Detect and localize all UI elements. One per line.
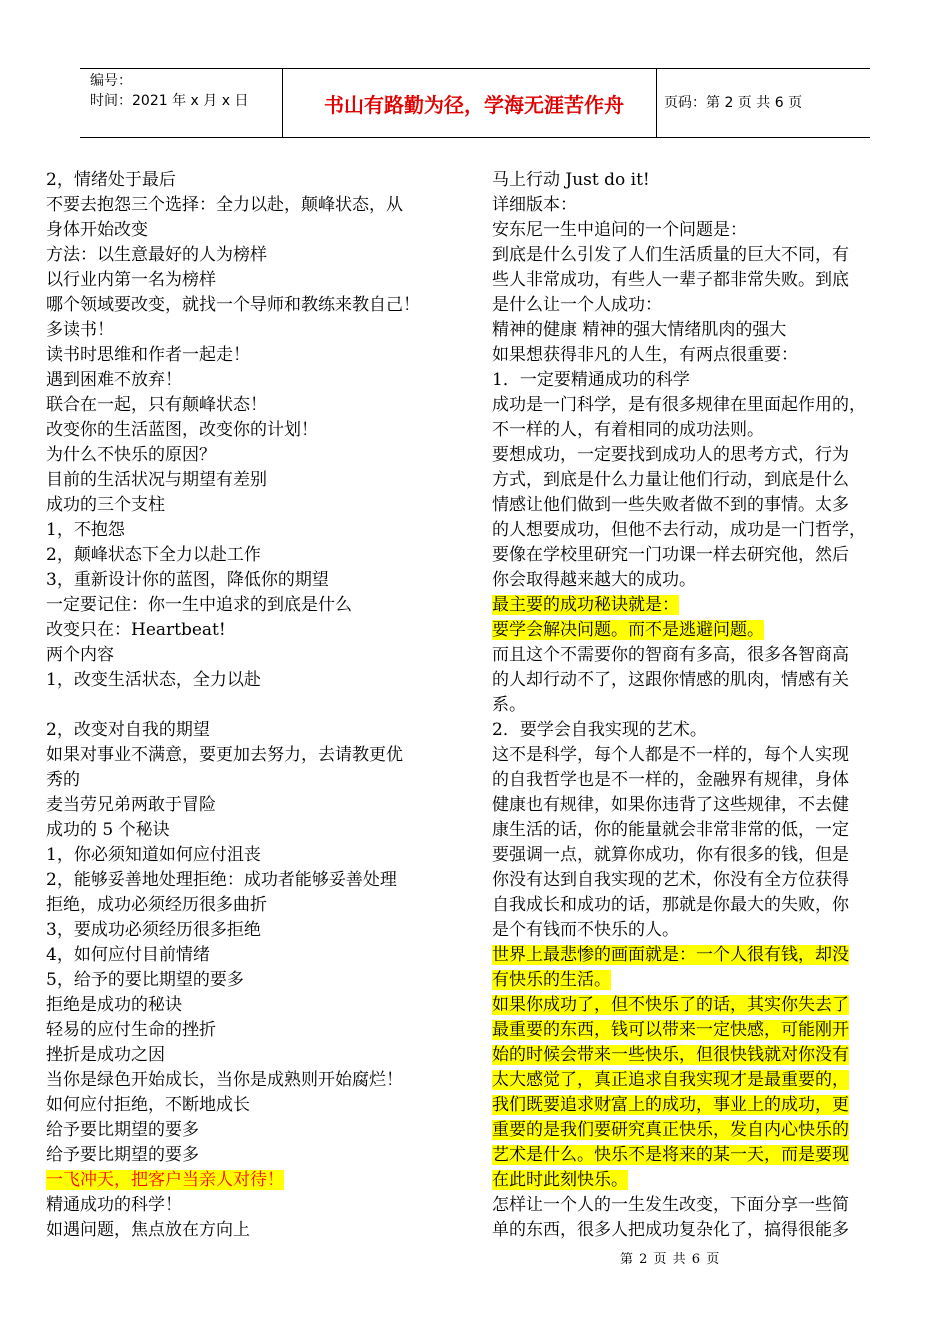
text-line-content: 不要去抱怨三个选择：全力以赴，颠峰状态，从 — [46, 195, 403, 215]
text-line-content: 两个内容 — [46, 645, 114, 665]
text-line — [46, 343, 466, 368]
text-line-content: 1，不抱怨 — [46, 520, 125, 540]
text-line-content: 麦当劳兄弟两敢于冒险 — [46, 795, 216, 815]
text-line-content: 如果想获得非凡的人生，有两点很重要： — [492, 345, 798, 365]
text-line — [492, 768, 917, 793]
text-line-content: 安东尼一生中追问的一个问题是： — [492, 220, 747, 240]
text-line — [46, 193, 466, 218]
text-line-content: 太大感觉了，真正追求自我实现才是最重要的， — [492, 1070, 849, 1090]
text-line — [492, 1068, 917, 1093]
text-line — [492, 593, 917, 618]
text-line — [46, 393, 466, 418]
text-line — [46, 543, 466, 568]
text-line — [492, 343, 917, 368]
text-line — [46, 668, 466, 693]
text-line-content: 的自我哲学也是不一样的，金融界有规律，身体 — [492, 770, 849, 790]
text-line-content: 哪个领域要改变，就找一个导师和教练来教自己！ — [46, 295, 420, 315]
text-line-content: 怎样让一个人的一生发生改变，下面分享一些简 — [492, 1195, 849, 1215]
text-line — [492, 1168, 917, 1193]
text-line-content: 的人想要成功，但他不去行动，成功是一门哲学， — [492, 520, 866, 540]
text-line-content: 成功的 5 个秘诀 — [46, 820, 170, 840]
text-line — [492, 468, 917, 493]
text-line — [492, 893, 917, 918]
text-line-content: 成功的三个支柱 — [46, 495, 165, 515]
text-line-content: 如遇问题，焦点放在方向上 — [46, 1220, 250, 1240]
right-column — [492, 168, 917, 1243]
text-line — [46, 643, 466, 668]
text-line — [492, 1193, 917, 1218]
text-line — [46, 943, 466, 968]
text-line — [492, 493, 917, 518]
text-line-content: 的人却行动不了，这跟你情感的肌肉，情感有关 — [492, 670, 849, 690]
text-line-content: 重要的是我们要研究真正快乐，发自内心快乐的 — [492, 1120, 849, 1140]
text-line-content: 当你是绿色开始成长，当你是成熟则开始腐烂！ — [46, 1070, 403, 1090]
text-line-content: 最主要的成功秘诀就是： — [492, 595, 679, 615]
text-line-content: 而且这个不需要你的智商有多高，很多各智商高 — [492, 645, 849, 665]
text-line — [492, 418, 917, 443]
text-line-content: 艺术是什么。快乐不是将来的某一天，而是要现 — [492, 1145, 849, 1165]
text-line-content: 要像在学校里研究一门功课一样去研究他，然后 — [492, 545, 849, 565]
text-line — [46, 493, 466, 518]
text-line-content: 详细版本： — [492, 195, 577, 215]
text-line — [492, 818, 917, 843]
text-line-content: 改变你的生活蓝图，改变你的计划！ — [46, 420, 318, 440]
text-line — [492, 843, 917, 868]
text-line — [46, 568, 466, 593]
text-line-content: 情感让他们做到一些失败者做不到的事情。太多 — [492, 495, 849, 515]
text-line-content: 一定要记住：你一生中追求的到底是什么 — [46, 595, 352, 615]
text-line — [492, 1218, 917, 1243]
text-line-content: 这不是科学，每个人都是不一样的，每个人实现 — [492, 745, 849, 765]
text-line-content: 拒绝，成功必须经历很多曲折 — [46, 895, 267, 915]
document-number-label: 编号： — [90, 73, 132, 89]
text-line-content: 你没有达到自我实现的艺术，你没有全方位获得 — [492, 870, 849, 890]
text-line — [46, 318, 466, 343]
text-line — [46, 293, 466, 318]
text-line — [492, 218, 917, 243]
text-line — [46, 1118, 466, 1143]
header-motto: 书山有路勤为径，学海无涯苦作舟 — [324, 93, 624, 117]
text-line — [492, 1093, 917, 1118]
text-line-content: 成功是一门科学，是有很多规律在里面起作用的， — [492, 395, 866, 415]
text-line-content: 马上行动 Just do it! — [492, 170, 650, 190]
text-line — [492, 293, 917, 318]
text-line — [492, 1043, 917, 1068]
text-line — [492, 168, 917, 193]
text-line-content: 些人非常成功，有些人一辈子都非常失败。到底 — [492, 270, 849, 290]
text-line-content: 2，能够妥善地处理拒绝：成功者能够妥善处理 — [46, 870, 397, 890]
text-line-content: 始的时候会带来一些快乐，但很快钱就对你没有 — [492, 1045, 849, 1065]
text-line — [46, 1143, 466, 1168]
text-line-content: 不一样的人，有着相同的成功法则。 — [492, 420, 764, 440]
text-line — [492, 743, 917, 768]
text-line-content: 以行业内第一名为榜样 — [46, 270, 216, 290]
text-line — [492, 1018, 917, 1043]
text-line — [492, 1143, 917, 1168]
text-line-content: 1，你必须知道如何应付沮丧 — [46, 845, 261, 865]
header-table — [80, 68, 870, 138]
text-line-content: 1．一定要精通成功的科学 — [492, 370, 690, 390]
text-line-content: 要学会解决问题。而不是逃避问题。 — [492, 620, 764, 640]
text-line — [492, 268, 917, 293]
left-column — [46, 168, 466, 1243]
text-line-content: 身体开始改变 — [46, 220, 148, 240]
text-line-content: 多读书！ — [46, 320, 114, 340]
text-line — [492, 543, 917, 568]
text-line-content: 自我成长和成功的话，那就是你最大的失败，你 — [492, 895, 849, 915]
text-line — [492, 568, 917, 593]
text-line-content: 给予要比期望的要多 — [46, 1145, 199, 1165]
text-line — [46, 843, 466, 868]
text-line — [46, 418, 466, 443]
text-line — [46, 1218, 466, 1243]
text-line — [492, 1118, 917, 1143]
text-line-content: 精通成功的科学！ — [46, 1195, 182, 1215]
text-line — [46, 968, 466, 993]
text-line — [492, 443, 917, 468]
text-line — [46, 718, 466, 743]
text-line-content: 系。 — [492, 695, 526, 715]
text-line — [46, 468, 466, 493]
text-line-content: 1，改变生活状态，全力以赴 — [46, 670, 261, 690]
text-line — [46, 368, 466, 393]
text-line — [46, 1193, 466, 1218]
text-line — [46, 768, 466, 793]
text-line-content: 拒绝是成功的秘诀 — [46, 995, 182, 1015]
text-line — [492, 393, 917, 418]
text-line — [46, 993, 466, 1018]
text-line-content: 2．要学会自我实现的艺术。 — [492, 720, 707, 740]
text-line — [46, 1068, 466, 1093]
text-line-content: 单的东西，很多人把成功复杂化了，搞得很能多 — [492, 1220, 849, 1240]
text-line-content: 到底是什么引发了人们生活质量的巨大不同，有 — [492, 245, 849, 265]
text-line — [492, 368, 917, 393]
text-line-content: 是个有钱而不快乐的人。 — [492, 920, 679, 940]
text-line-content: 最重要的东西，钱可以带来一定快感，可能刚开 — [492, 1020, 849, 1040]
text-line-content: 2，颠峰状态下全力以赴工作 — [46, 545, 261, 565]
text-line-content: 康生活的话，你的能量就会非常非常的低，一定 — [492, 820, 849, 840]
text-line — [46, 1018, 466, 1043]
text-line — [492, 693, 917, 718]
page-indicator: 页码：第 2 页 共 6 页 — [664, 95, 803, 111]
text-line-content: 我们既要追求财富上的成功，事业上的成功，更 — [492, 1095, 849, 1115]
text-line — [46, 1093, 466, 1118]
text-line-content: 有快乐的生活。 — [492, 970, 611, 990]
text-line-content: 3，重新设计你的蓝图，降低你的期望 — [46, 570, 329, 590]
text-line — [46, 918, 466, 943]
text-line-content: 给予要比期望的要多 — [46, 1120, 199, 1140]
text-line — [46, 268, 466, 293]
text-line-content: 如果你成功了，但不快乐了的话，其实你失去了 — [492, 995, 849, 1015]
document-date: 时间：2021 年 x 月 x 日 — [90, 93, 249, 109]
page-footer: 第 2 页 共 6 页 — [620, 1252, 721, 1267]
text-line-content: 世界上最悲惨的画面就是：一个人很有钱，却没 — [492, 945, 849, 965]
text-line — [46, 168, 466, 193]
text-line-content: 是什么让一个人成功： — [492, 295, 662, 315]
text-line — [46, 743, 466, 768]
text-line — [492, 193, 917, 218]
text-line — [492, 643, 917, 668]
text-line-content: 如果对事业不满意，要更加去努力，去请教更优 — [46, 745, 403, 765]
text-line — [46, 868, 466, 893]
text-line — [492, 618, 917, 643]
text-line-content: 5，给予的要比期望的要多 — [46, 970, 244, 990]
text-line — [492, 968, 917, 993]
text-line-content: 要强调一点，就算你成功，你有很多的钱，但是 — [492, 845, 849, 865]
text-line — [46, 243, 466, 268]
text-line — [46, 818, 466, 843]
text-line-content: 2，情绪处于最后 — [46, 170, 176, 190]
text-line — [46, 443, 466, 468]
text-line — [46, 893, 466, 918]
text-line — [492, 243, 917, 268]
text-line-content: 2，改变对自我的期望 — [46, 720, 210, 740]
text-line-content: 方法：以生意最好的人为榜样 — [46, 245, 267, 265]
text-line — [492, 943, 917, 968]
text-line — [46, 618, 466, 643]
text-line-content: 一飞冲天，把客户当亲人对待！ — [46, 1170, 284, 1190]
text-line-content: 你会取得越来越大的成功。 — [492, 570, 696, 590]
text-line — [46, 218, 466, 243]
text-line — [492, 793, 917, 818]
text-line-content: 轻易的应付生命的挫折 — [46, 1020, 216, 1040]
text-line — [46, 593, 466, 618]
text-line-content: 改变只在：Heartbeat! — [46, 620, 226, 640]
text-line-content: 读书时思维和作者一起走！ — [46, 345, 250, 365]
header-divider — [282, 69, 283, 137]
text-line-content: 在此时此刻快乐。 — [492, 1170, 628, 1190]
text-line-content: 为什么不快乐的原因？ — [46, 445, 216, 465]
text-line-content: 3，要成功必须经历很多拒绝 — [46, 920, 261, 940]
text-line — [492, 918, 917, 943]
text-line — [492, 868, 917, 893]
text-line-content: 精神的健康 精神的强大情绪肌肉的强大 — [492, 320, 787, 340]
text-line — [46, 1168, 466, 1193]
text-line-content: 秀的 — [46, 770, 80, 790]
text-line-content: 目前的生活状况与期望有差别 — [46, 470, 267, 490]
text-line — [46, 793, 466, 818]
text-line-content: 要想成功，一定要找到成功人的思考方式，行为 — [492, 445, 849, 465]
text-line — [46, 518, 466, 543]
text-line — [492, 993, 917, 1018]
text-line — [492, 318, 917, 343]
text-line-content: 如何应付拒绝，不断地成长 — [46, 1095, 250, 1115]
text-line — [492, 718, 917, 743]
text-line — [492, 668, 917, 693]
text-line-content: 方式，到底是什么力量让他们行动，到底是什么 — [492, 470, 849, 490]
text-line — [46, 1043, 466, 1068]
text-line-content: 健康也有规律，如果你违背了这些规律，不去健 — [492, 795, 849, 815]
text-line-content: 挫折是成功之因 — [46, 1045, 165, 1065]
text-line-content: 联合在一起，只有颠峰状态！ — [46, 395, 267, 415]
text-line-content: 4，如何应付目前情绪 — [46, 945, 210, 965]
text-line — [492, 518, 917, 543]
text-line — [46, 693, 466, 718]
text-line-content: 遇到困难不放弃！ — [46, 370, 182, 390]
